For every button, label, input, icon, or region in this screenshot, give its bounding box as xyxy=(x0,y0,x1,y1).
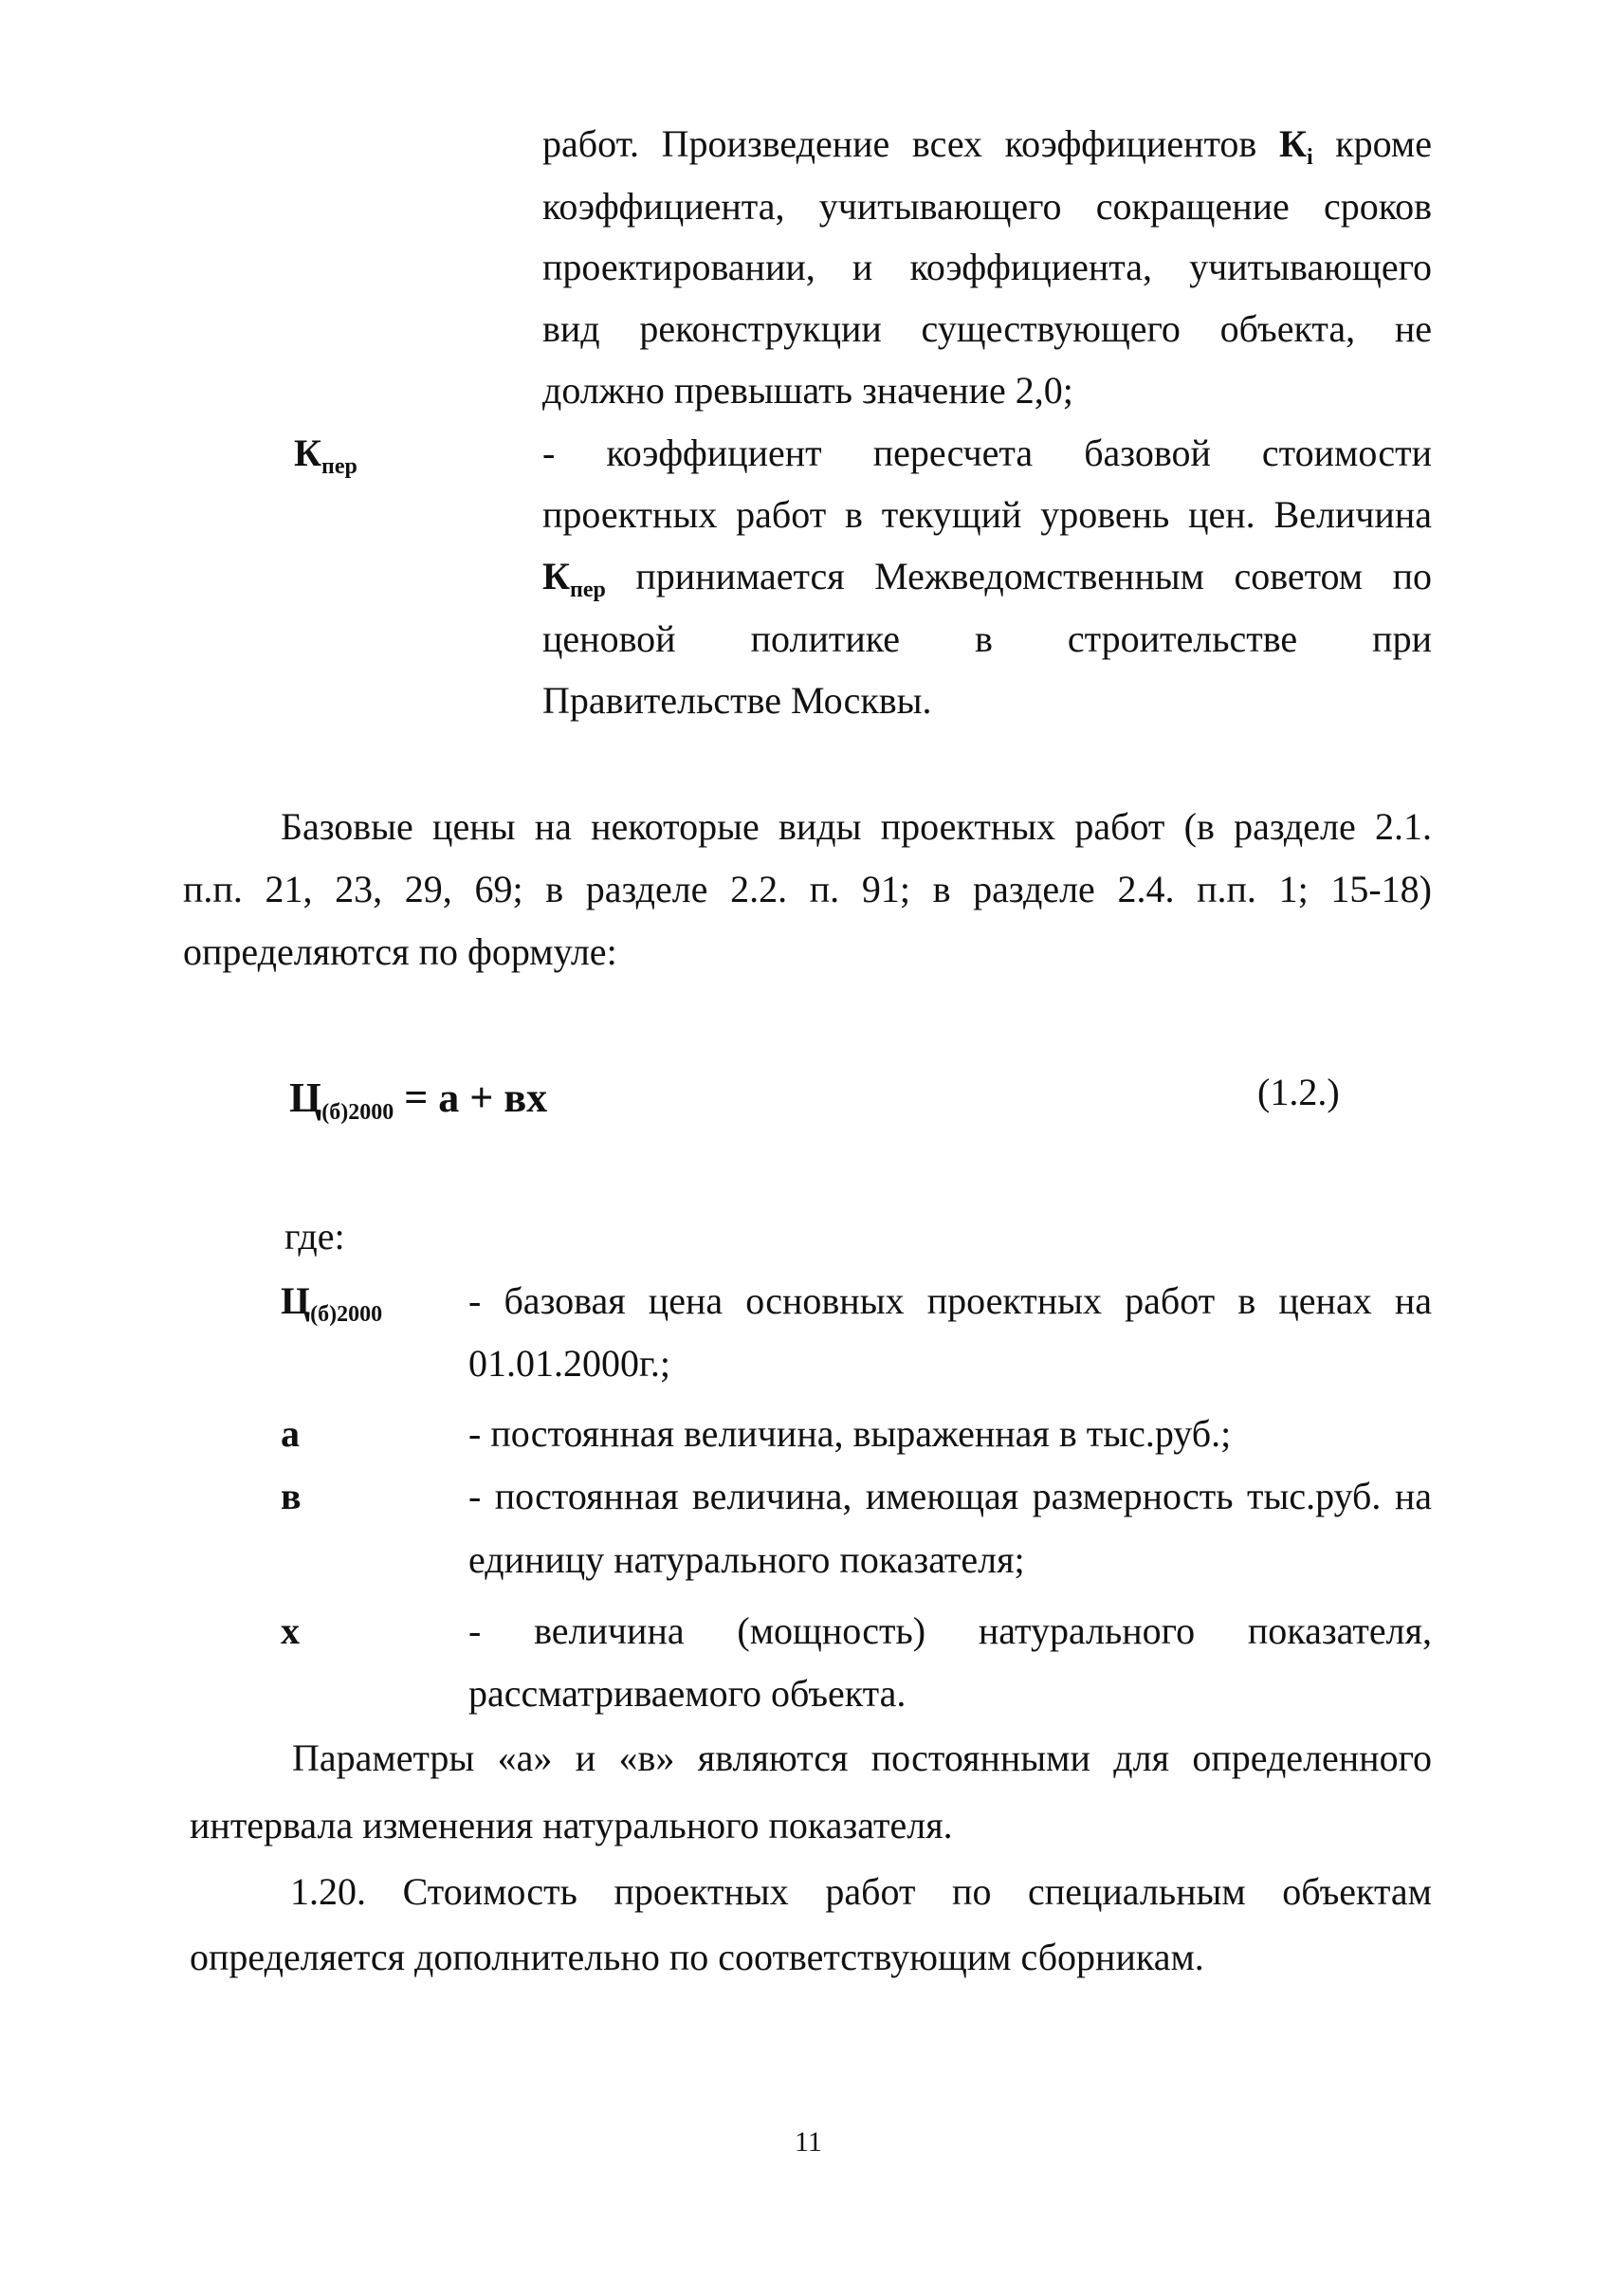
intro-line-3: определяются по формуле: xyxy=(183,930,617,973)
section-line-2: определяется дополнительно по соответствующим сборникам. xyxy=(190,1936,1204,1978)
def-v-line-2: единицу натурального показателя; xyxy=(468,1538,1025,1581)
top-block-line-1: работ. Произведение всех коэффициентов $К_i$ кроме xyxy=(542,122,1432,170)
def-price-line-1: - базовая цена основных проектных работ в ценах на xyxy=(468,1279,1432,1322)
kper-symbol: $К_{пер}$ xyxy=(294,432,357,479)
def-price-line-2: 01.01.2000г.; xyxy=(468,1342,671,1385)
page-number: 11 xyxy=(795,2126,822,2158)
section-line-1: 1.20. Стоимость проектных работ по специальным объектам xyxy=(290,1870,1432,1913)
kper-desc-line-4: ценовой политике в строительстве при xyxy=(542,617,1432,660)
kper-desc-line-3: $К_{пер}$ принимается Межведомственным советом по xyxy=(542,555,1432,602)
def-v-line-1: - постоянная величина, имеющая размерность тыс.руб. на xyxy=(468,1475,1432,1517)
params-line-1: Параметры «а» и «в» являются постоянными для определенного xyxy=(292,1736,1432,1779)
formula: $Ц_{(б)2000} = а$ + вх xyxy=(289,1075,548,1125)
intro-line-1: Базовые цены на некоторые виды проектных работ (в разделе 2.1. xyxy=(281,805,1432,848)
def-x-line-1: - величина (мощность) натурального показателя, xyxy=(468,1609,1432,1652)
def-a-line-1: - постоянная величина, выраженная в тыс.руб.; xyxy=(468,1412,1232,1455)
formula-number: (1.2.) xyxy=(1257,1071,1340,1113)
top-block-line-4: вид реконструкции существующего объекта, не xyxy=(542,307,1432,350)
top-block-line-2: коэффициента, учитывающего сокращение сроков xyxy=(542,185,1432,228)
intro-line-2: п.п. 21, 23, 29, 69; в разделе 2.2. п. 91; в разделе 2.4. п.п. 1; 15-18) xyxy=(183,868,1432,910)
def-x-line-2: рассматриваемого объекта. xyxy=(468,1672,907,1715)
def-symbol-v: в xyxy=(281,1475,302,1517)
def-symbol-price: $Ц_{(б)2000}$ xyxy=(281,1279,383,1327)
kper-desc-line-2: проектных работ в текущий уровень цен. Величина xyxy=(542,493,1432,536)
def-symbol-a: а xyxy=(281,1412,300,1455)
where-label: где: xyxy=(284,1215,345,1258)
kper-desc-line-1: - коэффициент пересчета базовой стоимости xyxy=(542,432,1432,474)
top-block-line-5: должно превышать значение 2,0; xyxy=(542,369,1073,412)
kper-desc-line-5: Правительстве Москвы. xyxy=(542,679,932,722)
params-line-2: интервала изменения натурального показателя. xyxy=(190,1804,953,1846)
def-symbol-x: х xyxy=(281,1609,300,1652)
top-block-line-3: проектировании, и коэффициента, учитывающего xyxy=(542,246,1432,288)
